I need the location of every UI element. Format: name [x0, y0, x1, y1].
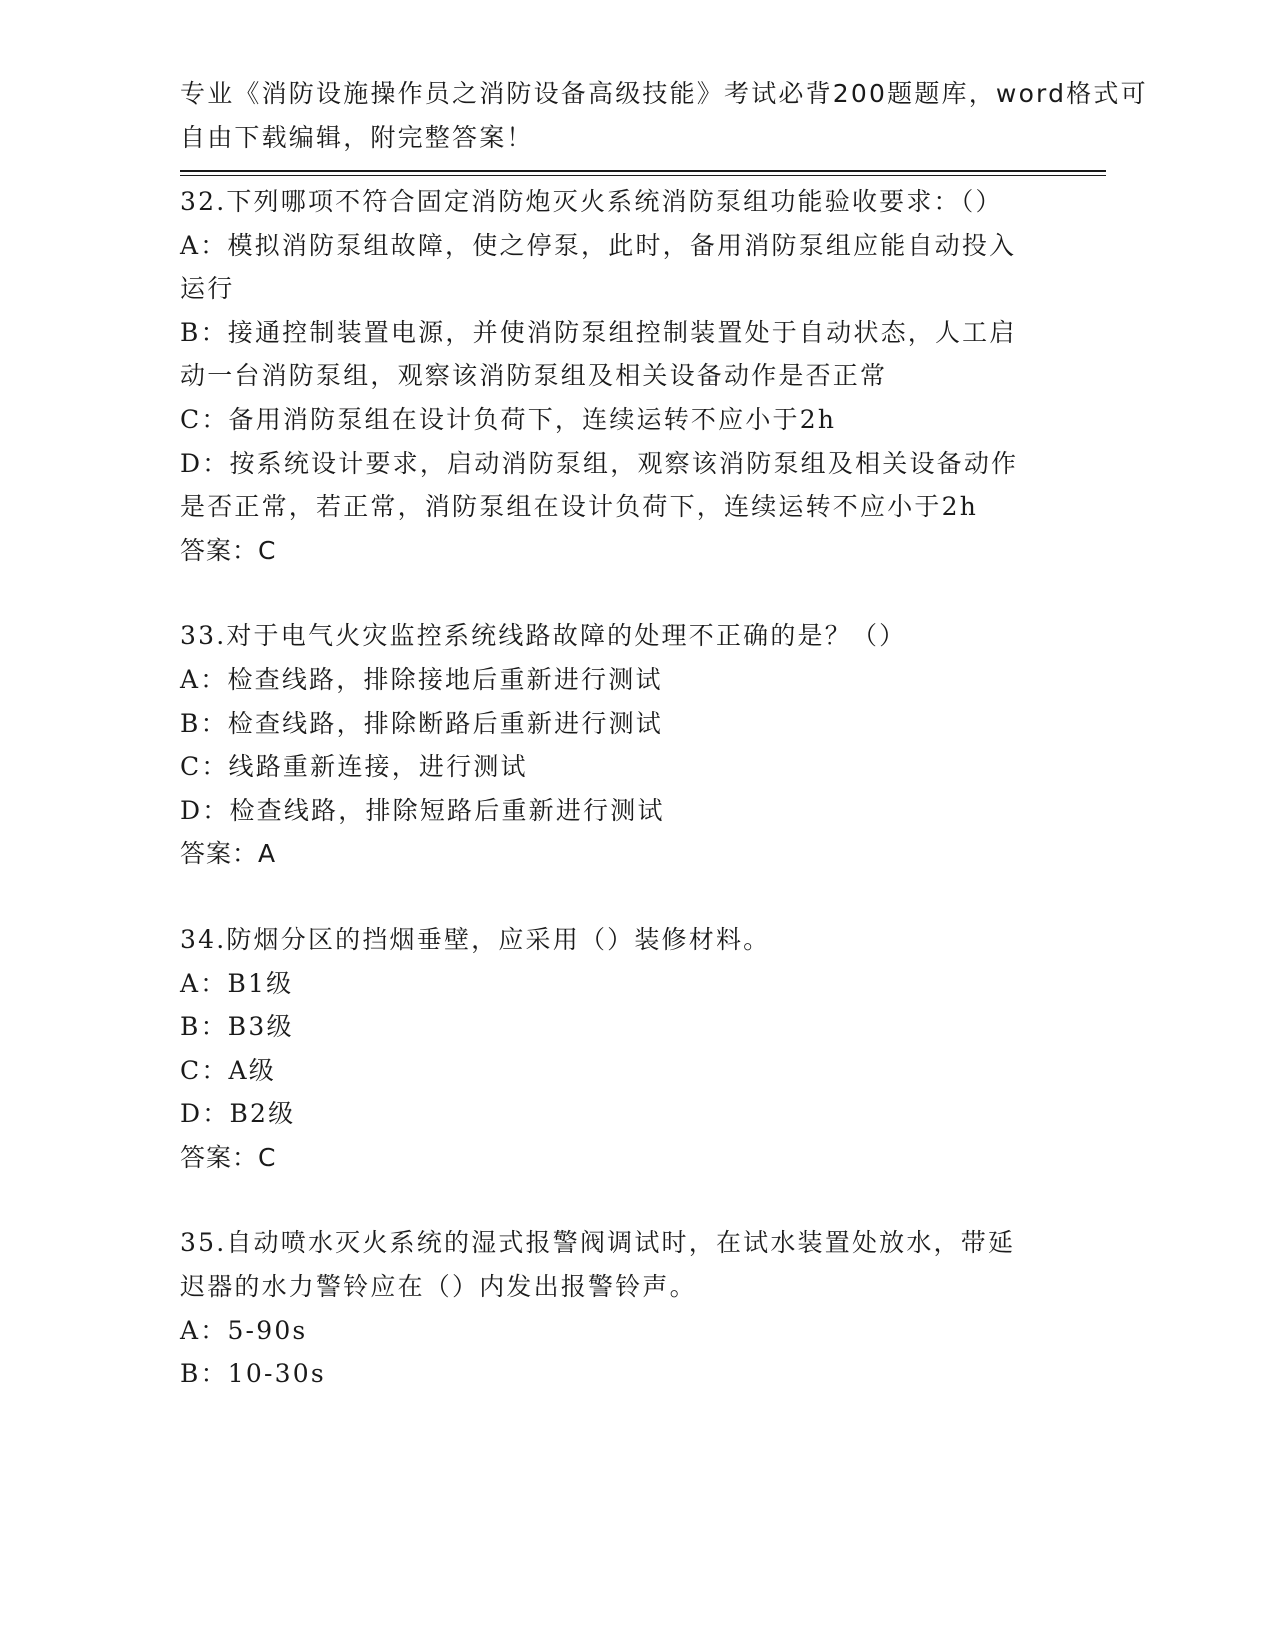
option-c: C：A级 [180, 1055, 276, 1085]
option-b: B：接通控制装置电源，并使消防泵组控制装置处于自动状态，人工启 [180, 317, 1017, 347]
document-header [180, 72, 1148, 159]
answer: 答案：C [180, 535, 277, 565]
option-c: C：备用消防泵组在设计负荷下，连续运转不应小于2h [180, 404, 837, 434]
option-d-continued: 是否正常，若正常，消防泵组在设计负荷下，连续运转不应小于2h [180, 492, 979, 522]
answer: 答案：C [180, 1142, 277, 1172]
option-b: B：10-30s [180, 1359, 326, 1389]
option-a: A：5-90s [180, 1315, 308, 1345]
option-b: B：B3级 [180, 1012, 294, 1042]
option-a: A：模拟消防泵组故障，使之停泵，此时，备用消防泵组应能自动投入 [180, 230, 1017, 260]
question-list [180, 180, 1040, 1438]
option-d: D：按系统设计要求，启动消防泵组，观察该消防泵组及相关设备动作 [180, 448, 1019, 478]
header-line: 专业《消防设施操作员之消防设备高级技能》考试必背200题题库，word格式可 [180, 79, 1148, 108]
option-c: C：线路重新连接，进行测试 [180, 752, 528, 782]
question-stem: 34.防烟分区的挡烟垂壁，应采用（）装修材料。 [180, 924, 771, 954]
option-d: D：B2级 [180, 1099, 296, 1129]
option-b: B：检查线路，排除断路后重新进行测试 [180, 708, 663, 738]
option-a: A：检查线路，排除接地后重新进行测试 [180, 664, 663, 694]
question-34 [180, 918, 1040, 1180]
answer: 答案：A [180, 839, 277, 869]
question-33 [180, 614, 1040, 876]
question-32 [180, 180, 1040, 572]
option-b-continued: 动一台消防泵组，观察该消防泵组及相关设备动作是否正常 [180, 361, 888, 391]
question-stem: 32.下列哪项不符合固定消防炮灭火系统消防泵组功能验收要求：（） [180, 187, 1003, 216]
option-a: A：B1级 [180, 968, 294, 998]
question-stem: 35.自动喷水灭火系统的湿式报警阀调试时，在试水装置处放水，带延 [180, 1228, 1016, 1258]
question-stem-continued: 迟器的水力警铃应在（）内发出报警铃声。 [180, 1272, 697, 1302]
question-stem: 33.对于电气火灾监控系统线路故障的处理不正确的是？（） [180, 621, 907, 651]
header-divider-thin [180, 175, 1106, 176]
header-divider [180, 170, 1106, 172]
option-a-continued: 运行 [180, 274, 235, 304]
header-line: 自由下载编辑，附完整答案！ [180, 122, 534, 152]
question-35 [180, 1221, 1040, 1395]
option-d: D：检查线路，排除短路后重新进行测试 [180, 795, 665, 825]
